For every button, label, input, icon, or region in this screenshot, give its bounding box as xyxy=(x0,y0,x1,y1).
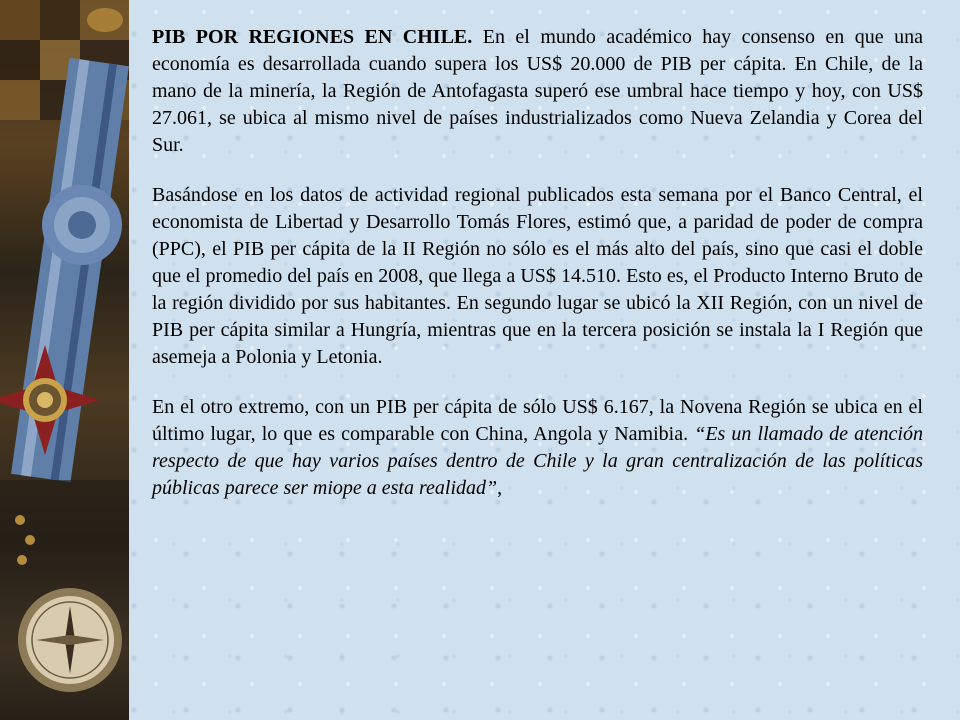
quotation: “Es un llamado de atención respecto de que hay varios países dentro de Chile y la gran centralización de las políticas públicas parece ser miope a esta realidad” xyxy=(152,423,923,499)
paragraph-3-text: En el otro extremo, con un PIB per cápita de sólo US$ 6.167, la Novena Región se ubica en el último lugar, lo que es comparable con China, Angola y Namibia. xyxy=(152,396,923,445)
quotation-tail: , xyxy=(497,477,503,499)
section-heading: PIB POR REGIONES EN CHILE. xyxy=(152,26,473,48)
decorative-side-image xyxy=(0,0,129,720)
paragraph-2-text: Basándose en los datos de actividad regional publicados esta semana por el Banco Central, el economista de Libertad y Desarrollo Tomás Flores, estimó que, a paridad de poder de compra (PPC), el PIB per cápita de la II Región no sólo es el más alto del país, sino que casi el doble que el promedio del país en 2008, que llega a US$ 14.510. Esto es, el Producto Interno Bruto de la región dividido por sus habitantes. En segundo lugar se ubicó la XII Región, con un nivel de PIB per cápita similar a Hungría, mientras que en la tercera posición se instala la I Región que asemeja a Polonia y Letonia. xyxy=(152,184,923,368)
medal-compass-illustration xyxy=(0,0,129,720)
paragraph-3 xyxy=(152,394,923,502)
slide-body-text xyxy=(152,24,923,525)
paragraph-2 xyxy=(152,182,923,371)
paragraph-1 xyxy=(152,24,923,159)
paragraph-1-text: En el mundo académico hay consenso en que una economía es desarrollada cuando supera los US$ 20.000 de PIB per cápita. En Chile, de la mano de la minería, la Región de Antofagasta superó ese umbral hace tiempo y hoy, con US$ 27.061, se ubica al mismo nivel de países industrializados como Nueva Zelandia y Corea del Sur. xyxy=(152,26,923,156)
